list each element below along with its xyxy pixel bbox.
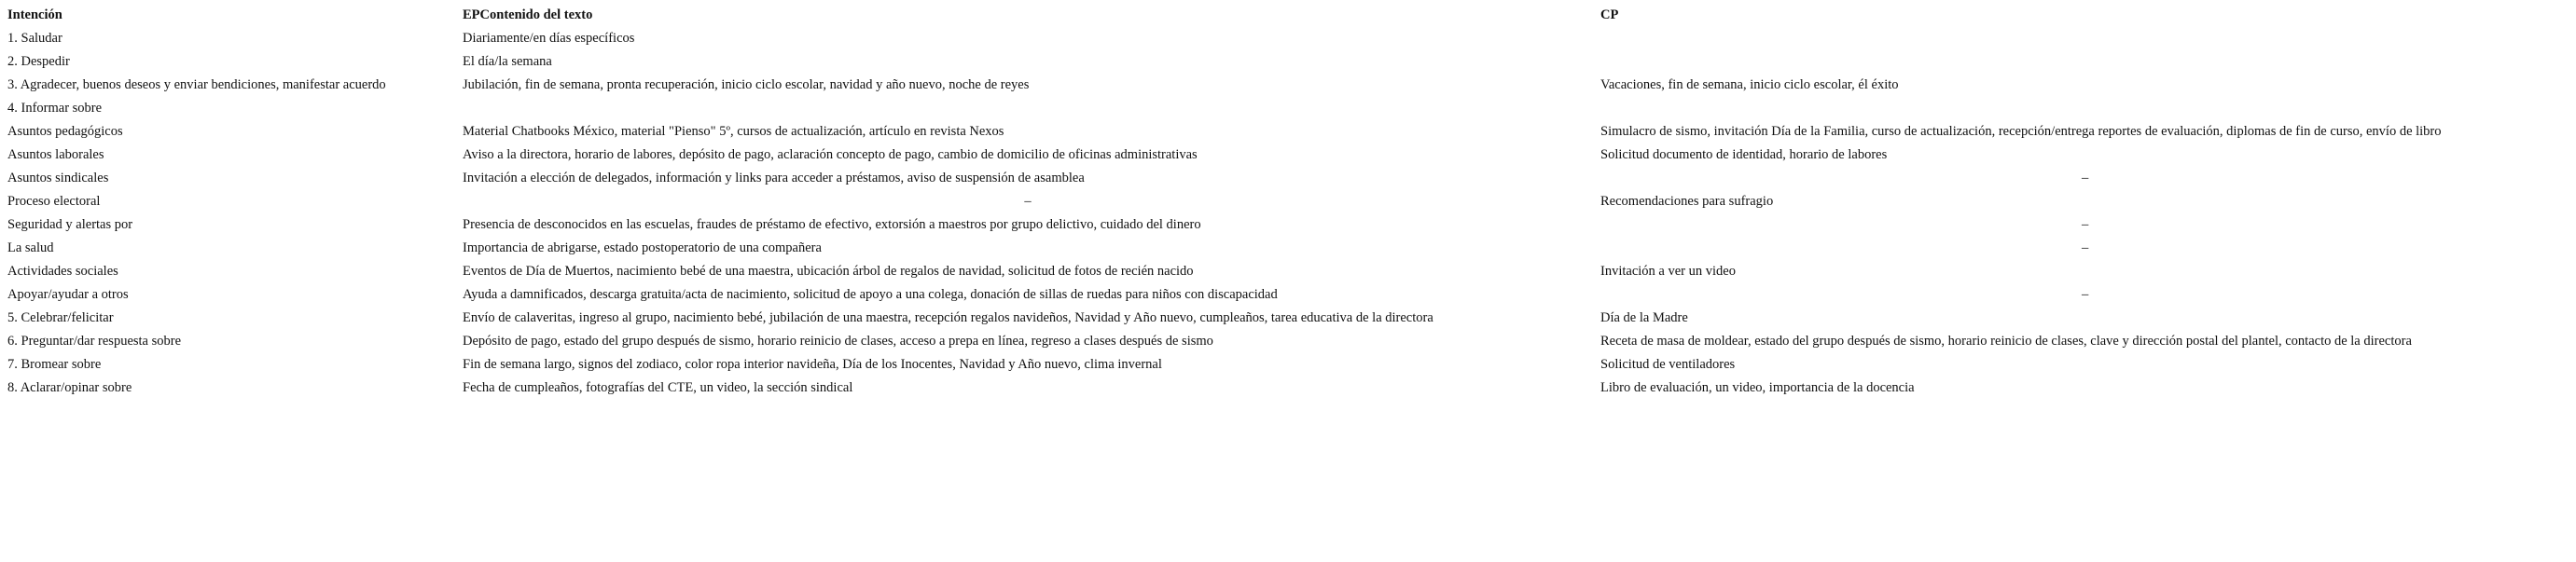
ep-cell: Fecha de cumpleaños, fotografías del CTE, un video, la sección sindical	[463, 380, 853, 395]
table-header-row	[4, 4, 2574, 27]
ep-cell: Invitación a elección de delegados, información y links para acceder a préstamos, aviso de suspensión de asamblea	[463, 171, 1085, 185]
cp-cell: Invitación a ver un video	[1600, 264, 1736, 279]
ep-cell: Diariamente/en días específicos	[463, 31, 635, 46]
intent-cell: Asuntos laborales	[7, 147, 104, 162]
intent-cell: Seguridad y alertas por	[7, 217, 133, 232]
table-row	[4, 97, 2574, 120]
intent-cell: 6. Preguntar/dar respuesta sobre	[7, 334, 182, 349]
cp-cell: Día de la Madre	[1600, 310, 1688, 325]
intent-cell: 8. Aclarar/opinar sobre	[7, 380, 132, 395]
cp-cell	[1597, 50, 2574, 74]
ep-cell: Ayuda a damnificados, descarga gratuita/acta de nacimiento, solicitud de apoyo a una colega, donación de sillas de ruedas para niños con discapacidad	[463, 287, 1278, 302]
cp-cell: Recomendaciones para sufragio	[1600, 194, 1774, 209]
table-row	[4, 27, 2574, 50]
intent-cell: Proceso electoral	[7, 194, 101, 209]
ep-cell: Presencia de desconocidos en las escuelas, fraudes de préstamo de efectivo, extorsión a maestros por grupo delictivo, cuidado del dinero	[463, 217, 1201, 232]
ep-cell: Importancia de abrigarse, estado postoperatorio de una compañera	[463, 240, 822, 255]
intent-cell: Actividades sociales	[7, 264, 118, 279]
header-cp: CP	[1600, 7, 1619, 22]
ep-cell: El día/la semana	[463, 54, 552, 69]
intent-cell: Asuntos pedagógicos	[7, 124, 123, 139]
table-row	[4, 50, 2574, 74]
intent-cell: 7. Bromear sobre	[7, 357, 102, 372]
intent-cell: 4. Informar sobre	[7, 101, 103, 116]
cp-cell: –	[2082, 171, 2089, 185]
cp-cell: Libro de evaluación, un video, importancia de la docencia	[1600, 380, 1915, 395]
cp-cell: –	[2082, 240, 2089, 255]
intent-cell: Apoyar/ayudar a otros	[7, 287, 129, 302]
ep-cell: Envío de calaveritas, ingreso al grupo, nacimiento bebé, jubilación de una maestra, recepción regalos navideños, Navidad y Año nuevo, cumpleaños, tarea educativa de la directora	[463, 310, 1433, 325]
ep-cell: Eventos de Día de Muertos, nacimiento bebé de una maestra, ubicación árbol de regalos de navidad, solicitud de fotos de recién nacido	[463, 264, 1194, 279]
cp-cell: Solicitud de ventiladores	[1600, 357, 1736, 372]
table-row	[4, 74, 2574, 97]
table-row	[4, 283, 2574, 307]
intent-content-table	[4, 4, 2574, 400]
ep-cell: Jubilación, fin de semana, pronta recuperación, inicio ciclo escolar, navidad y año nuevo, noche de reyes	[463, 77, 1030, 92]
header-ep-contenido: EPContenido del texto	[463, 7, 593, 22]
ep-cell: Depósito de pago, estado del grupo después de sismo, horario reinicio de clases, acceso a prepa en línea, regreso a clases después de sismo	[463, 334, 1213, 349]
table-row	[4, 237, 2574, 260]
ep-cell: Aviso a la directora, horario de labores, depósito de pago, aclaración concepto de pago, cambio de domicilio de oficinas administrativas	[463, 147, 1198, 162]
intent-cell: 5. Celebrar/felicitar	[7, 310, 114, 325]
intent-cell: Asuntos sindicales	[7, 171, 109, 185]
intent-cell: 1. Saludar	[7, 31, 62, 46]
table-row	[4, 330, 2574, 353]
ep-cell: Material Chatbooks México, material "Pienso" 5º, cursos de actualización, artículo en revista Nexos	[463, 124, 1004, 139]
table-row	[4, 190, 2574, 213]
intent-cell: La salud	[7, 240, 54, 255]
cp-cell: Solicitud documento de identidad, horario de labores	[1600, 147, 1888, 162]
table-row	[4, 144, 2574, 167]
intent-cell: 2. Despedir	[7, 54, 70, 69]
table-row	[4, 353, 2574, 377]
cp-cell: Receta de masa de moldear, estado del grupo después de sismo, horario reinicio de clases, clave y dirección postal del plantel, contacto de la directora	[1600, 334, 2412, 349]
table-row	[4, 213, 2574, 237]
header-intencion: Intención	[7, 7, 62, 22]
ep-cell	[459, 97, 1597, 120]
table-row	[4, 260, 2574, 283]
cp-cell	[1597, 27, 2574, 50]
cp-cell: –	[2082, 217, 2089, 232]
intent-cell: 3. Agradecer, buenos deseos y enviar bendiciones, manifestar acuerdo	[7, 77, 386, 92]
cp-cell: –	[2082, 287, 2089, 302]
cp-cell: Vacaciones, fin de semana, inicio ciclo escolar, él éxito	[1600, 77, 1899, 92]
cp-cell: Simulacro de sismo, invitación Día de la Familia, curso de actualización, recepción/entrega reportes de evaluación, diplomas de fin de curso, envío de libro	[1600, 124, 2442, 139]
table-row	[4, 307, 2574, 330]
table-row	[4, 120, 2574, 144]
table-row	[4, 167, 2574, 190]
ep-cell: Fin de semana largo, signos del zodiaco, color ropa interior navideña, Día de los Inocentes, Navidad y Año nuevo, clima invernal	[463, 357, 1162, 372]
ep-cell: –	[1024, 194, 1032, 209]
cp-cell	[1597, 97, 2574, 120]
table-row	[4, 377, 2574, 400]
